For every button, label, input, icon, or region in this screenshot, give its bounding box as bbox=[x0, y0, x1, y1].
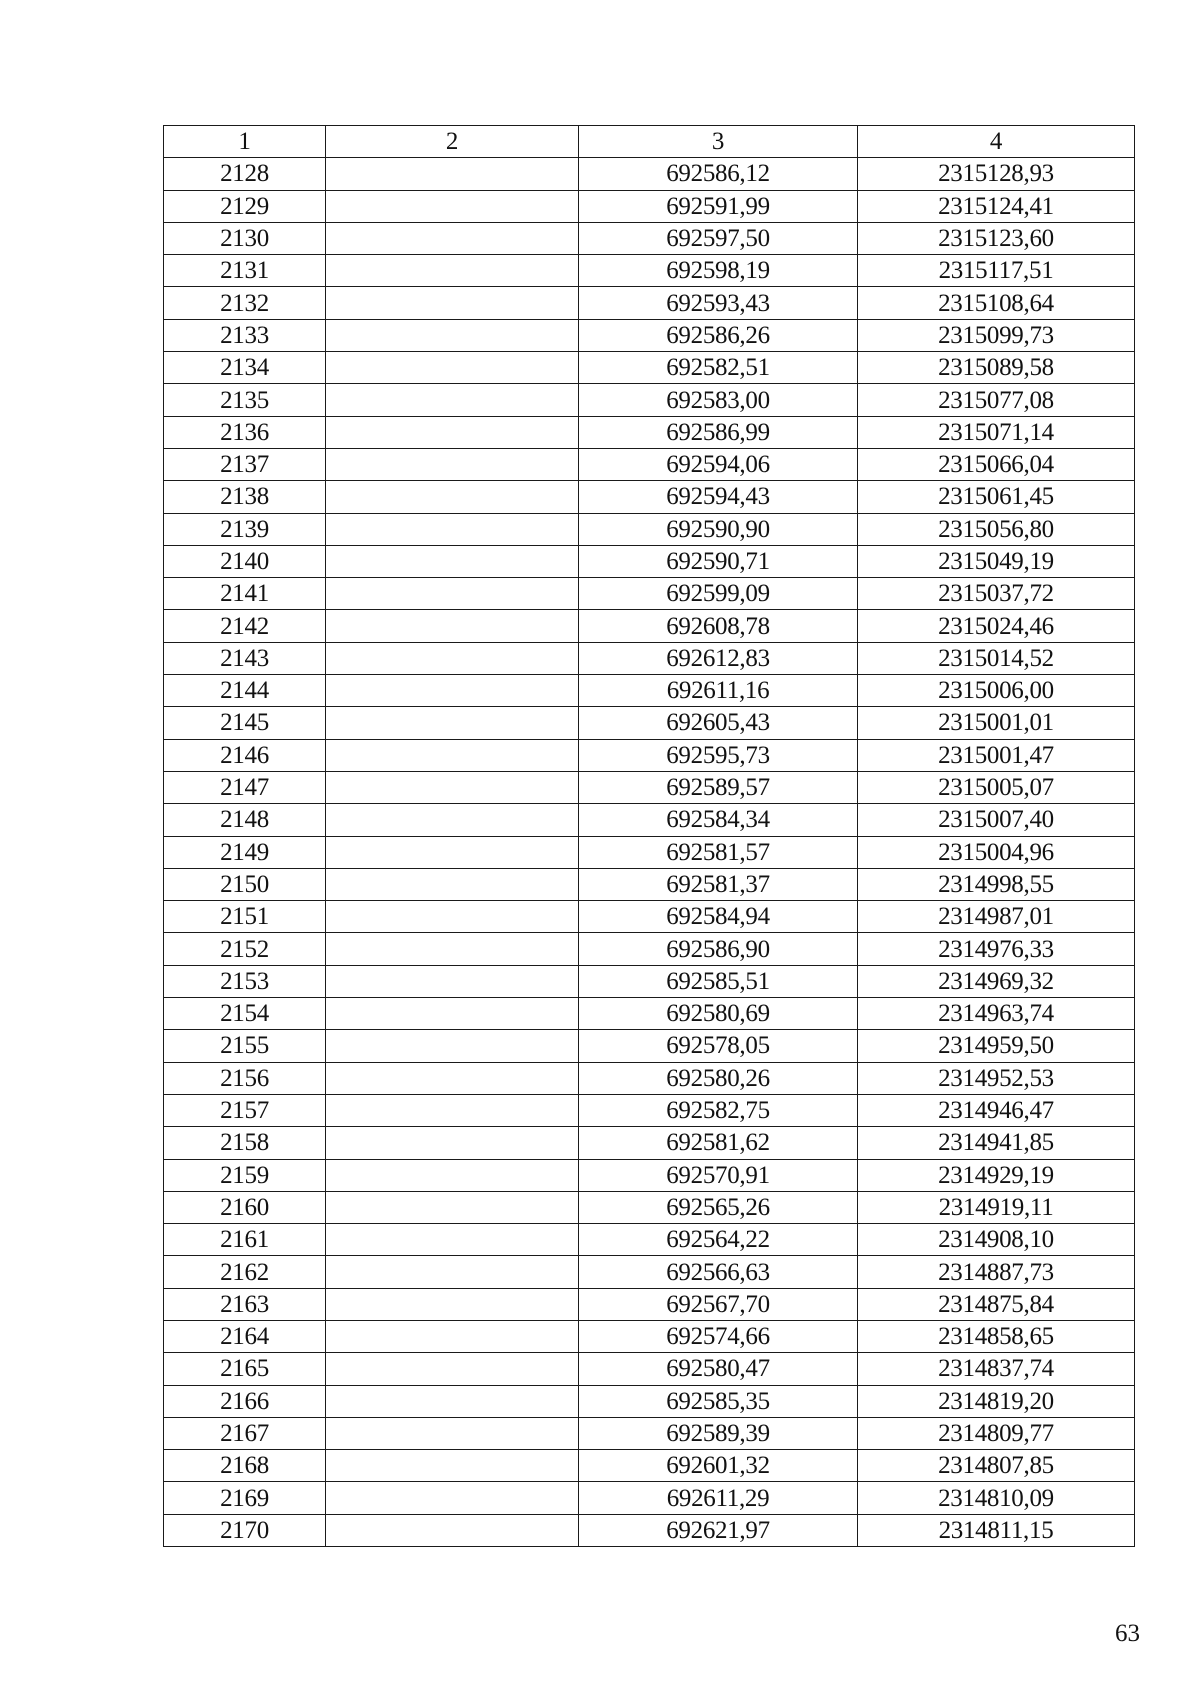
table-cell-col-3: 692608,78 bbox=[579, 610, 858, 642]
table-cell-col-3: 692586,12 bbox=[579, 158, 858, 190]
table-cell-col-1: 2168 bbox=[164, 1450, 326, 1482]
table-cell-col-1: 2150 bbox=[164, 868, 326, 900]
table-cell-col-4: 2314819,20 bbox=[858, 1385, 1135, 1417]
table-cell-col-2 bbox=[326, 1127, 579, 1159]
table-row bbox=[164, 1159, 1135, 1191]
table-cell-col-2 bbox=[326, 319, 579, 351]
table-cell-col-2 bbox=[326, 804, 579, 836]
table-cell-col-1: 2156 bbox=[164, 1062, 326, 1094]
table-cell-col-4: 2315123,60 bbox=[858, 222, 1135, 254]
table-cell-col-4: 2314929,19 bbox=[858, 1159, 1135, 1191]
table-row bbox=[164, 481, 1135, 513]
table-cell-col-3: 692582,51 bbox=[579, 352, 858, 384]
header-col-1: 1 bbox=[164, 126, 326, 158]
table-row bbox=[164, 1385, 1135, 1417]
table-row bbox=[164, 933, 1135, 965]
table-cell-col-1: 2129 bbox=[164, 190, 326, 222]
table-cell-col-2 bbox=[326, 513, 579, 545]
header-row bbox=[164, 126, 1135, 158]
table-row bbox=[164, 642, 1135, 674]
table-cell-col-3: 692612,83 bbox=[579, 642, 858, 674]
table-row bbox=[164, 1514, 1135, 1546]
table-header bbox=[164, 126, 1135, 158]
table-cell-col-2 bbox=[326, 1353, 579, 1385]
table-cell-col-2 bbox=[326, 255, 579, 287]
table-cell-col-1: 2135 bbox=[164, 384, 326, 416]
table-cell-col-3: 692585,35 bbox=[579, 1385, 858, 1417]
table-cell-col-2 bbox=[326, 578, 579, 610]
table-row bbox=[164, 707, 1135, 739]
table-cell-col-2 bbox=[326, 642, 579, 674]
table-row bbox=[164, 1320, 1135, 1352]
table-cell-col-1: 2154 bbox=[164, 998, 326, 1030]
table-row bbox=[164, 804, 1135, 836]
table-cell-col-1: 2153 bbox=[164, 965, 326, 997]
table-cell-col-4: 2315037,72 bbox=[858, 578, 1135, 610]
table-cell-col-2 bbox=[326, 739, 579, 771]
table-cell-col-3: 692598,19 bbox=[579, 255, 858, 287]
table-cell-col-3: 692621,97 bbox=[579, 1514, 858, 1546]
table-cell-col-2 bbox=[326, 901, 579, 933]
table-row bbox=[164, 739, 1135, 771]
table-cell-col-1: 2145 bbox=[164, 707, 326, 739]
table-body bbox=[164, 158, 1135, 1547]
table-cell-col-1: 2141 bbox=[164, 578, 326, 610]
table-cell-col-2 bbox=[326, 836, 579, 868]
table-cell-col-4: 2315005,07 bbox=[858, 771, 1135, 803]
table-cell-col-3: 692564,22 bbox=[579, 1224, 858, 1256]
table-cell-col-3: 692567,70 bbox=[579, 1288, 858, 1320]
table-row bbox=[164, 287, 1135, 319]
table-cell-col-3: 692584,34 bbox=[579, 804, 858, 836]
table-cell-col-4: 2314858,65 bbox=[858, 1320, 1135, 1352]
table-cell-col-4: 2315117,51 bbox=[858, 255, 1135, 287]
table-cell-col-2 bbox=[326, 1417, 579, 1449]
table-cell-col-4: 2315089,58 bbox=[858, 352, 1135, 384]
table-cell-col-2 bbox=[326, 416, 579, 448]
table-cell-col-3: 692581,62 bbox=[579, 1127, 858, 1159]
table-cell-col-3: 692584,94 bbox=[579, 901, 858, 933]
table-row bbox=[164, 578, 1135, 610]
header-col-4: 4 bbox=[858, 126, 1135, 158]
table-cell-col-3: 692586,99 bbox=[579, 416, 858, 448]
table-cell-col-2 bbox=[326, 158, 579, 190]
table-cell-col-3: 692589,39 bbox=[579, 1417, 858, 1449]
table-cell-col-4: 2314941,85 bbox=[858, 1127, 1135, 1159]
table-cell-col-1: 2163 bbox=[164, 1288, 326, 1320]
table-cell-col-3: 692580,69 bbox=[579, 998, 858, 1030]
table-cell-col-1: 2151 bbox=[164, 901, 326, 933]
table-cell-col-4: 2314952,53 bbox=[858, 1062, 1135, 1094]
table-cell-col-2 bbox=[326, 352, 579, 384]
table-cell-col-1: 2143 bbox=[164, 642, 326, 674]
table-cell-col-1: 2167 bbox=[164, 1417, 326, 1449]
table-cell-col-3: 692611,29 bbox=[579, 1482, 858, 1514]
table-cell-col-3: 692583,00 bbox=[579, 384, 858, 416]
table-cell-col-3: 692580,26 bbox=[579, 1062, 858, 1094]
table-row bbox=[164, 448, 1135, 480]
coordinates-table-container bbox=[163, 125, 1134, 1547]
table-cell-col-3: 692594,06 bbox=[579, 448, 858, 480]
table-row bbox=[164, 1094, 1135, 1126]
table-cell-col-1: 2159 bbox=[164, 1159, 326, 1191]
table-cell-col-4: 2315004,96 bbox=[858, 836, 1135, 868]
table-cell-col-4: 2314809,77 bbox=[858, 1417, 1135, 1449]
table-row bbox=[164, 868, 1135, 900]
table-cell-col-3: 692589,57 bbox=[579, 771, 858, 803]
table-row bbox=[164, 222, 1135, 254]
table-cell-col-4: 2314959,50 bbox=[858, 1030, 1135, 1062]
table-cell-col-2 bbox=[326, 1385, 579, 1417]
table-cell-col-4: 2315007,40 bbox=[858, 804, 1135, 836]
table-cell-col-4: 2315077,08 bbox=[858, 384, 1135, 416]
table-cell-col-4: 2314875,84 bbox=[858, 1288, 1135, 1320]
table-cell-col-1: 2140 bbox=[164, 545, 326, 577]
table-cell-col-2 bbox=[326, 481, 579, 513]
table-cell-col-3: 692597,50 bbox=[579, 222, 858, 254]
table-cell-col-3: 692586,90 bbox=[579, 933, 858, 965]
table-row bbox=[164, 384, 1135, 416]
table-cell-col-4: 2315128,93 bbox=[858, 158, 1135, 190]
table-cell-col-4: 2314919,11 bbox=[858, 1191, 1135, 1223]
table-row bbox=[164, 1030, 1135, 1062]
table-cell-col-2 bbox=[326, 1191, 579, 1223]
table-cell-col-1: 2152 bbox=[164, 933, 326, 965]
table-row bbox=[164, 190, 1135, 222]
table-cell-col-1: 2161 bbox=[164, 1224, 326, 1256]
table-cell-col-2 bbox=[326, 998, 579, 1030]
table-cell-col-3: 692586,26 bbox=[579, 319, 858, 351]
table-cell-col-2 bbox=[326, 1482, 579, 1514]
table-cell-col-3: 692611,16 bbox=[579, 675, 858, 707]
table-cell-col-3: 692595,73 bbox=[579, 739, 858, 771]
table-row bbox=[164, 1353, 1135, 1385]
table-cell-col-3: 692566,63 bbox=[579, 1256, 858, 1288]
table-cell-col-3: 692585,51 bbox=[579, 965, 858, 997]
table-cell-col-2 bbox=[326, 965, 579, 997]
table-cell-col-4: 2315066,04 bbox=[858, 448, 1135, 480]
table-cell-col-1: 2147 bbox=[164, 771, 326, 803]
table-cell-col-2 bbox=[326, 384, 579, 416]
table-cell-col-2 bbox=[326, 1514, 579, 1546]
table-cell-col-3: 692581,57 bbox=[579, 836, 858, 868]
table-cell-col-1: 2169 bbox=[164, 1482, 326, 1514]
table-cell-col-1: 2130 bbox=[164, 222, 326, 254]
table-cell-col-4: 2315006,00 bbox=[858, 675, 1135, 707]
table-cell-col-1: 2149 bbox=[164, 836, 326, 868]
table-row bbox=[164, 255, 1135, 287]
table-cell-col-4: 2315049,19 bbox=[858, 545, 1135, 577]
table-cell-col-1: 2136 bbox=[164, 416, 326, 448]
table-cell-col-1: 2148 bbox=[164, 804, 326, 836]
table-cell-col-1: 2128 bbox=[164, 158, 326, 190]
table-cell-col-4: 2314963,74 bbox=[858, 998, 1135, 1030]
table-cell-col-1: 2137 bbox=[164, 448, 326, 480]
table-cell-col-3: 692599,09 bbox=[579, 578, 858, 610]
coordinates-table bbox=[163, 125, 1135, 1547]
table-cell-col-2 bbox=[326, 1224, 579, 1256]
table-cell-col-2 bbox=[326, 868, 579, 900]
table-cell-col-4: 2314946,47 bbox=[858, 1094, 1135, 1126]
table-cell-col-2 bbox=[326, 1450, 579, 1482]
table-cell-col-3: 692580,47 bbox=[579, 1353, 858, 1385]
table-cell-col-3: 692590,71 bbox=[579, 545, 858, 577]
table-cell-col-1: 2133 bbox=[164, 319, 326, 351]
table-cell-col-1: 2155 bbox=[164, 1030, 326, 1062]
table-cell-col-4: 2314987,01 bbox=[858, 901, 1135, 933]
table-row bbox=[164, 513, 1135, 545]
table-cell-col-2 bbox=[326, 707, 579, 739]
table-cell-col-4: 2315001,01 bbox=[858, 707, 1135, 739]
table-cell-col-2 bbox=[326, 190, 579, 222]
table-cell-col-3: 692565,26 bbox=[579, 1191, 858, 1223]
table-cell-col-2 bbox=[326, 1320, 579, 1352]
table-cell-col-2 bbox=[326, 1256, 579, 1288]
table-row bbox=[164, 1062, 1135, 1094]
header-col-2: 2 bbox=[326, 126, 579, 158]
header-col-3: 3 bbox=[579, 126, 858, 158]
table-row bbox=[164, 158, 1135, 190]
table-cell-col-1: 2134 bbox=[164, 352, 326, 384]
table-row bbox=[164, 545, 1135, 577]
table-cell-col-2 bbox=[326, 545, 579, 577]
table-cell-col-1: 2144 bbox=[164, 675, 326, 707]
table-row bbox=[164, 965, 1135, 997]
table-row bbox=[164, 416, 1135, 448]
table-cell-col-4: 2315099,73 bbox=[858, 319, 1135, 351]
table-cell-col-4: 2315071,14 bbox=[858, 416, 1135, 448]
table-row bbox=[164, 901, 1135, 933]
table-row bbox=[164, 1191, 1135, 1223]
table-row bbox=[164, 610, 1135, 642]
table-cell-col-1: 2146 bbox=[164, 739, 326, 771]
table-cell-col-4: 2315024,46 bbox=[858, 610, 1135, 642]
table-cell-col-4: 2314807,85 bbox=[858, 1450, 1135, 1482]
table-cell-col-3: 692591,99 bbox=[579, 190, 858, 222]
table-cell-col-4: 2314810,09 bbox=[858, 1482, 1135, 1514]
table-cell-col-4: 2315061,45 bbox=[858, 481, 1135, 513]
page-number: 63 bbox=[1115, 1620, 1140, 1647]
table-cell-col-1: 2166 bbox=[164, 1385, 326, 1417]
table-cell-col-4: 2315124,41 bbox=[858, 190, 1135, 222]
table-cell-col-1: 2158 bbox=[164, 1127, 326, 1159]
table-cell-col-3: 692605,43 bbox=[579, 707, 858, 739]
table-cell-col-3: 692570,91 bbox=[579, 1159, 858, 1191]
table-cell-col-4: 2314969,32 bbox=[858, 965, 1135, 997]
table-cell-col-4: 2315108,64 bbox=[858, 287, 1135, 319]
table-cell-col-1: 2131 bbox=[164, 255, 326, 287]
table-cell-col-2 bbox=[326, 1159, 579, 1191]
table-cell-col-1: 2165 bbox=[164, 1353, 326, 1385]
table-cell-col-4: 2314837,74 bbox=[858, 1353, 1135, 1385]
table-cell-col-3: 692590,90 bbox=[579, 513, 858, 545]
table-cell-col-2 bbox=[326, 771, 579, 803]
table-row bbox=[164, 675, 1135, 707]
table-cell-col-2 bbox=[326, 1288, 579, 1320]
table-cell-col-3: 692574,66 bbox=[579, 1320, 858, 1352]
table-cell-col-2 bbox=[326, 1030, 579, 1062]
table-cell-col-1: 2162 bbox=[164, 1256, 326, 1288]
table-cell-col-3: 692594,43 bbox=[579, 481, 858, 513]
table-cell-col-4: 2315056,80 bbox=[858, 513, 1135, 545]
table-cell-col-1: 2132 bbox=[164, 287, 326, 319]
table-cell-col-2 bbox=[326, 448, 579, 480]
table-cell-col-1: 2170 bbox=[164, 1514, 326, 1546]
table-cell-col-4: 2314811,15 bbox=[858, 1514, 1135, 1546]
table-cell-col-3: 692578,05 bbox=[579, 1030, 858, 1062]
table-row bbox=[164, 1256, 1135, 1288]
table-cell-col-3: 692593,43 bbox=[579, 287, 858, 319]
table-cell-col-2 bbox=[326, 610, 579, 642]
table-row bbox=[164, 771, 1135, 803]
table-cell-col-4: 2314908,10 bbox=[858, 1224, 1135, 1256]
table-cell-col-1: 2160 bbox=[164, 1191, 326, 1223]
table-cell-col-1: 2139 bbox=[164, 513, 326, 545]
table-row bbox=[164, 352, 1135, 384]
table-cell-col-1: 2164 bbox=[164, 1320, 326, 1352]
table-cell-col-3: 692601,32 bbox=[579, 1450, 858, 1482]
table-row bbox=[164, 998, 1135, 1030]
table-row bbox=[164, 1127, 1135, 1159]
table-cell-col-4: 2315014,52 bbox=[858, 642, 1135, 674]
table-cell-col-2 bbox=[326, 222, 579, 254]
table-cell-col-2 bbox=[326, 933, 579, 965]
table-cell-col-4: 2315001,47 bbox=[858, 739, 1135, 771]
table-row bbox=[164, 836, 1135, 868]
table-cell-col-1: 2142 bbox=[164, 610, 326, 642]
table-row bbox=[164, 319, 1135, 351]
table-cell-col-2 bbox=[326, 287, 579, 319]
table-row bbox=[164, 1417, 1135, 1449]
table-cell-col-2 bbox=[326, 675, 579, 707]
table-cell-col-3: 692582,75 bbox=[579, 1094, 858, 1126]
table-cell-col-2 bbox=[326, 1062, 579, 1094]
table-row bbox=[164, 1224, 1135, 1256]
table-row bbox=[164, 1288, 1135, 1320]
table-cell-col-2 bbox=[326, 1094, 579, 1126]
table-cell-col-4: 2314998,55 bbox=[858, 868, 1135, 900]
table-cell-col-1: 2157 bbox=[164, 1094, 326, 1126]
table-cell-col-1: 2138 bbox=[164, 481, 326, 513]
table-cell-col-4: 2314887,73 bbox=[858, 1256, 1135, 1288]
table-row bbox=[164, 1482, 1135, 1514]
table-row bbox=[164, 1450, 1135, 1482]
table-cell-col-3: 692581,37 bbox=[579, 868, 858, 900]
table-cell-col-4: 2314976,33 bbox=[858, 933, 1135, 965]
